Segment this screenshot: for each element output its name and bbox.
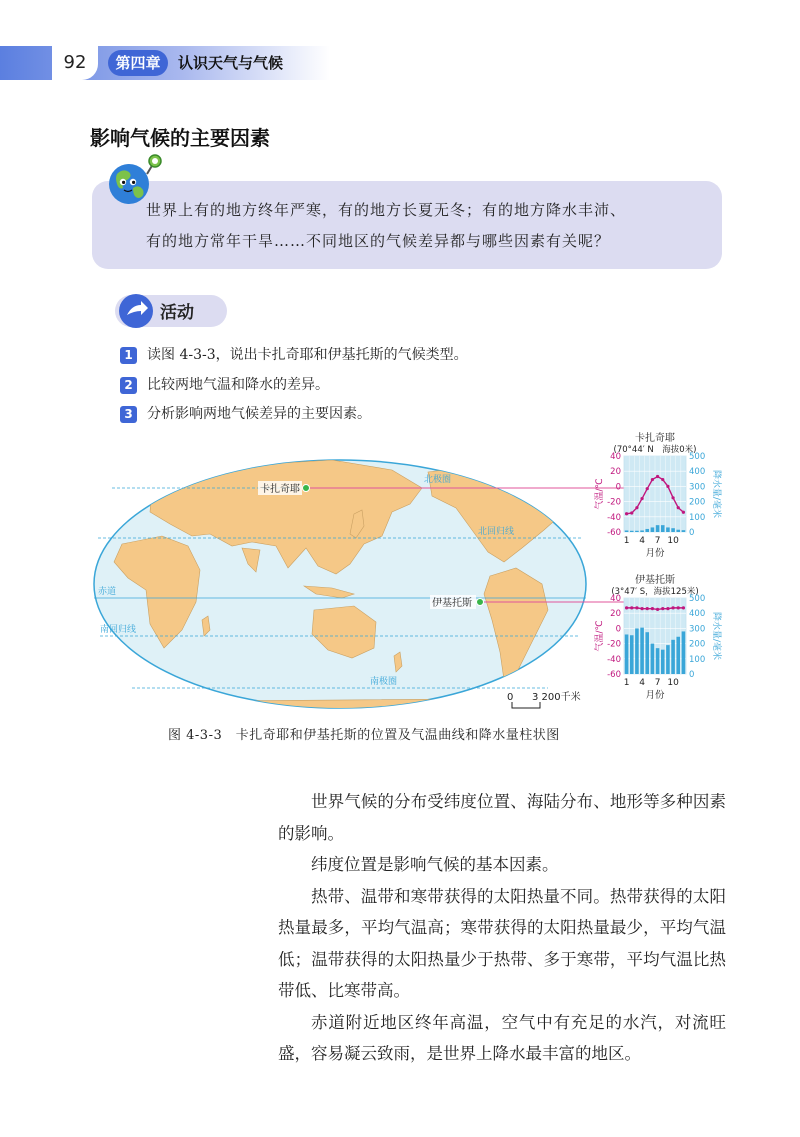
precip-bar (640, 530, 644, 532)
temperature-point (661, 478, 664, 481)
scale-zero: 0 (507, 692, 514, 703)
kazachye-label: 卡扎奇耶 (260, 484, 300, 495)
x-label: 月份 (645, 548, 665, 559)
y-right-tick: 100 (689, 512, 706, 523)
temperature-point (640, 607, 643, 610)
iquitos-label: 伊基托斯 (432, 598, 472, 609)
y-left-tick: 0 (615, 624, 621, 635)
precip-bar (635, 628, 639, 674)
x-tick: 10 (667, 536, 679, 546)
x-label: 月份 (645, 690, 665, 701)
temperature-point (630, 511, 633, 514)
y-right-tick: 100 (689, 654, 706, 665)
temperature-point (651, 607, 654, 610)
body-paragraph: 纬度位置是影响气候的基本因素。 (311, 855, 559, 874)
y-left-tick: 20 (610, 467, 621, 478)
scale-value: 3 200千米 (532, 692, 581, 703)
y-left-tick: -40 (607, 512, 621, 523)
x-tick: 4 (639, 536, 645, 546)
temperature-point (646, 607, 649, 610)
temperature-point (677, 606, 680, 609)
chapter-title: 认识天气与气候 (178, 54, 284, 72)
temperature-point (646, 487, 649, 490)
figure-caption: 图 4-3-3 卡扎奇耶和伊基托斯的位置及气温曲线和降水量柱状图 (168, 728, 560, 743)
y-left-tick: -60 (607, 670, 621, 680)
y-left-tick: 40 (610, 594, 621, 604)
y-right-label: 降水量/毫米 (711, 611, 721, 661)
y-left-tick: -20 (607, 639, 621, 650)
y-right-tick: 400 (689, 609, 706, 620)
climate-chart-kazachye (582, 432, 722, 566)
section-title: 影响气候的主要因素 (90, 126, 270, 150)
precip-bar (666, 527, 670, 532)
temperature-point (651, 478, 654, 481)
temperature-point (666, 607, 669, 610)
temperature-point (682, 606, 685, 609)
temperature-point (640, 497, 643, 500)
arctic-circle-label: 北极圈 (424, 475, 452, 485)
precip-bar (645, 632, 649, 674)
precip-bar (630, 635, 634, 674)
y-right-tick: 0 (689, 670, 695, 680)
chart-title: 卡扎奇耶 (635, 433, 675, 444)
task-number: 2 (120, 377, 137, 394)
y-right-tick: 300 (689, 482, 706, 493)
chart-title: 伊基托斯 (635, 575, 675, 586)
precip-bar (676, 530, 680, 532)
y-right-tick: 200 (689, 639, 706, 650)
task-text: 比较两地气温和降水的差异。 (147, 377, 329, 393)
precip-bar (671, 640, 675, 674)
x-tick: 1 (623, 536, 630, 546)
tropic-capricorn-label: 南回归线 (100, 625, 137, 635)
y-left-tick: -60 (607, 528, 621, 538)
task-text: 分析影响两地气候差异的主要因素。 (147, 406, 371, 422)
x-tick: 10 (667, 678, 679, 688)
y-right-tick: 500 (689, 452, 706, 462)
temperature-point (682, 511, 685, 514)
y-left-tick: -40 (607, 654, 621, 665)
climate-chart-iquitos (582, 574, 722, 714)
precip-bar (656, 525, 660, 532)
y-right-tick: 200 (689, 497, 706, 508)
precip-bar (645, 529, 649, 532)
precip-bar (676, 637, 680, 674)
y-left-tick: -20 (607, 497, 621, 508)
precip-bar (666, 645, 670, 674)
y-right-tick: 500 (689, 594, 706, 604)
chart-subtitle: (3°47′ S，海拔125米) (611, 587, 699, 597)
precip-bar (661, 650, 665, 674)
precip-bar (671, 528, 675, 532)
temperature-point (656, 608, 659, 611)
body-paragraph: 赤道附近地区终年高温，空气中有充足的水汽，对流旺盛，容易凝云致雨，是世界上降水最丰富的地区。 (278, 1012, 726, 1063)
precip-bar (651, 644, 655, 674)
activity-label: 活动 (160, 303, 194, 323)
x-tick: 4 (639, 678, 645, 688)
precip-bar (656, 648, 660, 674)
temperature-point (635, 506, 638, 509)
temperature-point (630, 606, 633, 609)
antarctic-circle-label: 南极圈 (370, 677, 398, 687)
y-right-tick: 400 (689, 467, 706, 478)
precip-bar (625, 634, 629, 674)
precip-bar (682, 631, 686, 674)
precip-bar (682, 530, 686, 532)
precip-bar (625, 530, 629, 532)
x-tick: 7 (654, 536, 661, 546)
precip-bar (635, 531, 639, 532)
task-number: 1 (120, 347, 137, 364)
temperature-point (656, 475, 659, 478)
temperature-point (666, 485, 669, 488)
y-left-tick: 40 (610, 452, 621, 462)
precip-bar (661, 525, 665, 532)
temperature-point (671, 606, 674, 609)
y-left-label: 气温/℃ (595, 620, 605, 652)
tropic-cancer-label: 北回归线 (478, 527, 515, 537)
equator-label: 赤道 (98, 587, 117, 597)
y-right-tick: 0 (689, 528, 695, 538)
precip-bar (651, 527, 655, 532)
y-right-label: 降水量/毫米 (711, 469, 721, 519)
y-right-tick: 300 (689, 624, 706, 635)
x-tick: 1 (623, 678, 630, 688)
temperature-point (661, 607, 664, 610)
x-tick: 7 (654, 678, 661, 688)
intro-line-2: 有的地方常年干旱……不同地区的气候差异都与哪些因素有关呢？ (146, 232, 611, 250)
task-text: 读图 4-3-3，说出卡扎奇耶和伊基托斯的气候类型。 (147, 347, 468, 363)
precip-bar (630, 531, 634, 532)
temperature-point (625, 512, 628, 515)
temperature-point (677, 506, 680, 509)
precip-bar (640, 628, 644, 674)
intro-line-1: 世界上有的地方终年严寒，有的地方长夏无冬；有的地方降水丰沛、 (146, 201, 627, 219)
y-left-label: 气温/℃ (595, 478, 605, 510)
body-paragraph: 世界气候的分布受纬度位置、海陆分布、地形等多种因素的影响。 (278, 792, 726, 843)
temperature-point (625, 606, 628, 609)
page-number: 92 (52, 46, 98, 80)
body-text (278, 786, 726, 1070)
chapter-badge: 第四章 (108, 50, 168, 76)
task-number: 3 (120, 406, 137, 423)
y-left-tick: 0 (615, 482, 621, 493)
y-left-tick: 20 (610, 609, 621, 620)
chart-subtitle: (70°44′ N 海拔0米) (613, 445, 697, 455)
temperature-point (635, 606, 638, 609)
body-paragraph: 热带、温带和寒带获得的太阳热量不同。热带获得的太阳热量最多，平均气温高；寒带获得的太阳热量最少，平均气温低；温带获得的太阳热量少于热带、多于寒带，平均气温比热带低、比寒带高。 (278, 886, 726, 1000)
temperature-point (671, 496, 674, 499)
